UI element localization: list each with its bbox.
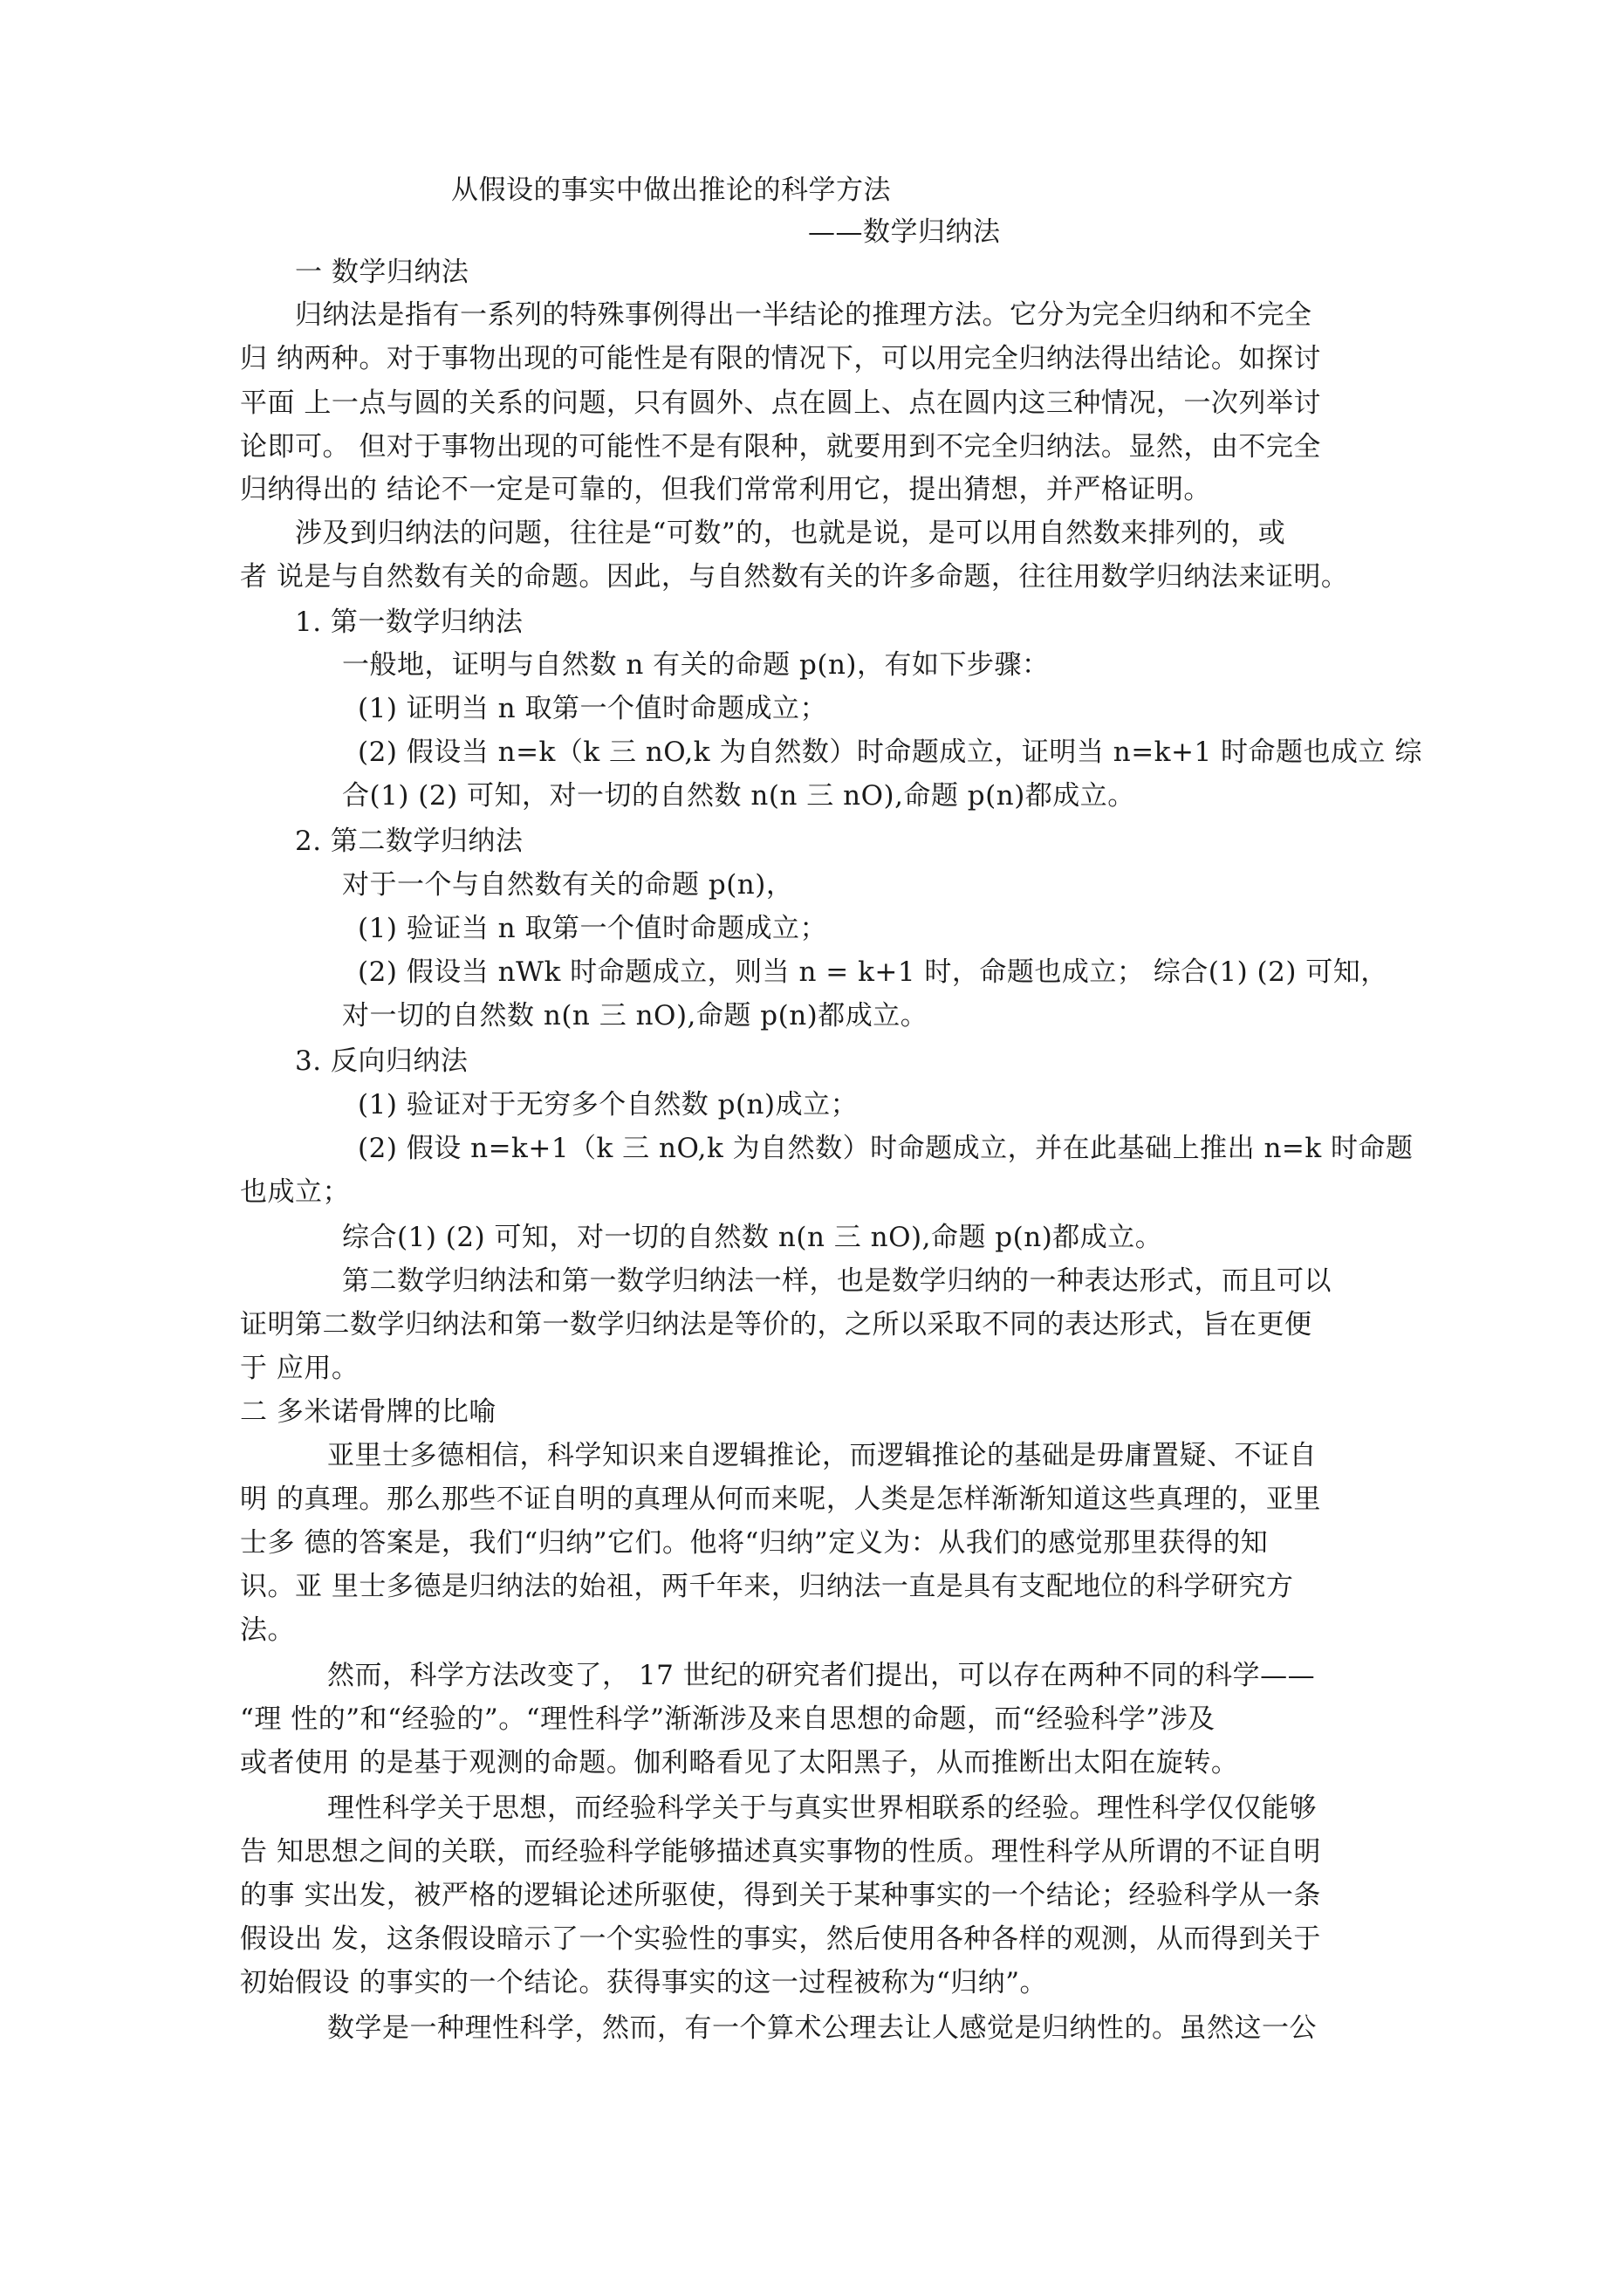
text-line: 归纳法是指有一系列的特殊事例得出一半结论的推理方法。它分为完全归纳和不完全 (295, 299, 1312, 331)
list-heading: 3. 反向归纳法 (295, 1045, 469, 1077)
text-line: 归 纳两种。对于事物出现的可能性是有限的情况下，可以用完全归纳法得出结论。如探讨 (240, 343, 1321, 374)
text-line: 然而，科学方法改变了， 17 世纪的研究者们提出，可以存在两种不同的科学—— (327, 1660, 1316, 1691)
text-line: 识。亚 里士多德是归纳法的始祖，两千年来，归纳法一直是具有支配地位的科学研究方 (240, 1571, 1294, 1602)
text-line: 于 应用。 (240, 1353, 360, 1384)
text-line: 告 知思想之间的关联，而经验科学能够描述真实事物的性质。理性科学从所谓的不证自明 (240, 1836, 1321, 1868)
text-line: 综合(1) (2) 可知，对一切的自然数 n(n 三 nO),命题 p(n)都成立。 (342, 1222, 1163, 1253)
text-line: 士多 德的答案是，我们“归纳”它们。他将“归纳”定义为：从我们的感觉那里获得的知 (240, 1527, 1269, 1559)
text-line: 论即可。 但对于事物出现的可能性不是有限种，就要用到不完全归纳法。显然，由不完全 (240, 431, 1321, 463)
text-line: (2) 假设当 n=k（k 三 nO,k 为自然数）时命题成立，证明当 n=k+1 时命题也成立 综 (358, 737, 1422, 768)
document-subtitle: ——数学归纳法 (808, 216, 1001, 248)
list-heading: 1. 第一数学归纳法 (295, 607, 524, 638)
text-line: 平面 上一点与圆的关系的问题，只有圆外、点在圆上、点在圆内这三种情况，一次列举讨 (240, 387, 1321, 419)
text-line: (1) 验证对于无穷多个自然数 p(n)成立； (358, 1089, 859, 1121)
section-heading: 一 数学归纳法 (295, 257, 469, 288)
text-line: 假设出 发，这条假设暗示了一个实验性的事实，然后使用各种各样的观测，从而得到关于 (240, 1923, 1321, 1955)
text-line: 的事 实出发，被严格的逻辑论述所驱使，得到关于某种事实的一个结论；经验科学从一条 (240, 1880, 1321, 1911)
text-line: 一般地，证明与自然数 n 有关的命题 p(n)，有如下步骤： (342, 649, 1050, 681)
text-line: 亚里士多德相信，科学知识来自逻辑推论，而逻辑推论的基础是毋庸置疑、不证自 (327, 1440, 1317, 1471)
text-line: 对一切的自然数 n(n 三 nO),命题 p(n)都成立。 (342, 1000, 928, 1031)
text-line: 初始假设 的事实的一个结论。获得事实的这一过程被称为“归纳”。 (240, 1967, 1048, 1998)
text-line: 对于一个与自然数有关的命题 p(n)， (342, 869, 794, 901)
text-line: 数学是一种理性科学，然而，有一个算术公理去让人感觉是归纳性的。虽然这一公 (327, 2012, 1317, 2044)
text-line: 者 说是与自然数有关的命题。因此，与自然数有关的许多命题，往往用数学归纳法来证明。 (240, 561, 1349, 593)
section-heading: 二 多米诺骨牌的比喻 (240, 1396, 496, 1428)
text-line: (1) 验证当 n 取第一个值时命题成立； (358, 913, 827, 944)
text-line: 明 的真理。那么那些不证自明的真理从何而来呢，人类是怎样渐渐知道这些真理的，亚里 (240, 1484, 1321, 1515)
text-line: 归纳得出的 结论不一定是可靠的，但我们常常利用它，提出猜想，并严格证明。 (240, 474, 1211, 505)
text-line: (2) 假设当 nWk 时命题成立，则当 n = k+1 时，命题也成立； 综合(1) (2) 可知， (358, 956, 1388, 988)
text-line: 也成立； (240, 1176, 350, 1208)
text-line: 法。 (240, 1614, 295, 1646)
document-title: 从假设的事实中做出推论的科学方法 (451, 175, 891, 206)
text-line: 或者使用 的是基于观测的命题。伽利略看见了太阳黑子，从而推断出太阳在旋转。 (240, 1747, 1239, 1779)
text-line: 合(1) (2) 可知，对一切的自然数 n(n 三 nO),命题 p(n)都成立。 (342, 780, 1135, 812)
text-line: “理 性的”和“经验的”。“理性科学”渐渐涉及来自思想的命题，而“经验科学”涉及 (240, 1703, 1216, 1735)
text-line: 涉及到归纳法的问题，往往是“可数”的，也就是说，是可以用自然数来排列的，或 (295, 517, 1286, 549)
text-line: 第二数学归纳法和第一数学归纳法一样，也是数学归纳的一种表达形式，而且可以 (342, 1265, 1332, 1297)
text-line: 理性科学关于思想，而经验科学关于与真实世界相联系的经验。理性科学仅仅能够 (327, 1792, 1317, 1824)
list-heading: 2. 第二数学归纳法 (295, 826, 524, 857)
text-line: 证明第二数学归纳法和第一数学归纳法是等价的，之所以采取不同的表达形式，旨在更便 (240, 1309, 1312, 1340)
text-line: (2) 假设 n=k+1（k 三 nO,k 为自然数）时命题成立，并在此基础上推出 n=k 时命题 (358, 1133, 1414, 1164)
text-line: (1) 证明当 n 取第一个值时命题成立； (358, 693, 827, 724)
